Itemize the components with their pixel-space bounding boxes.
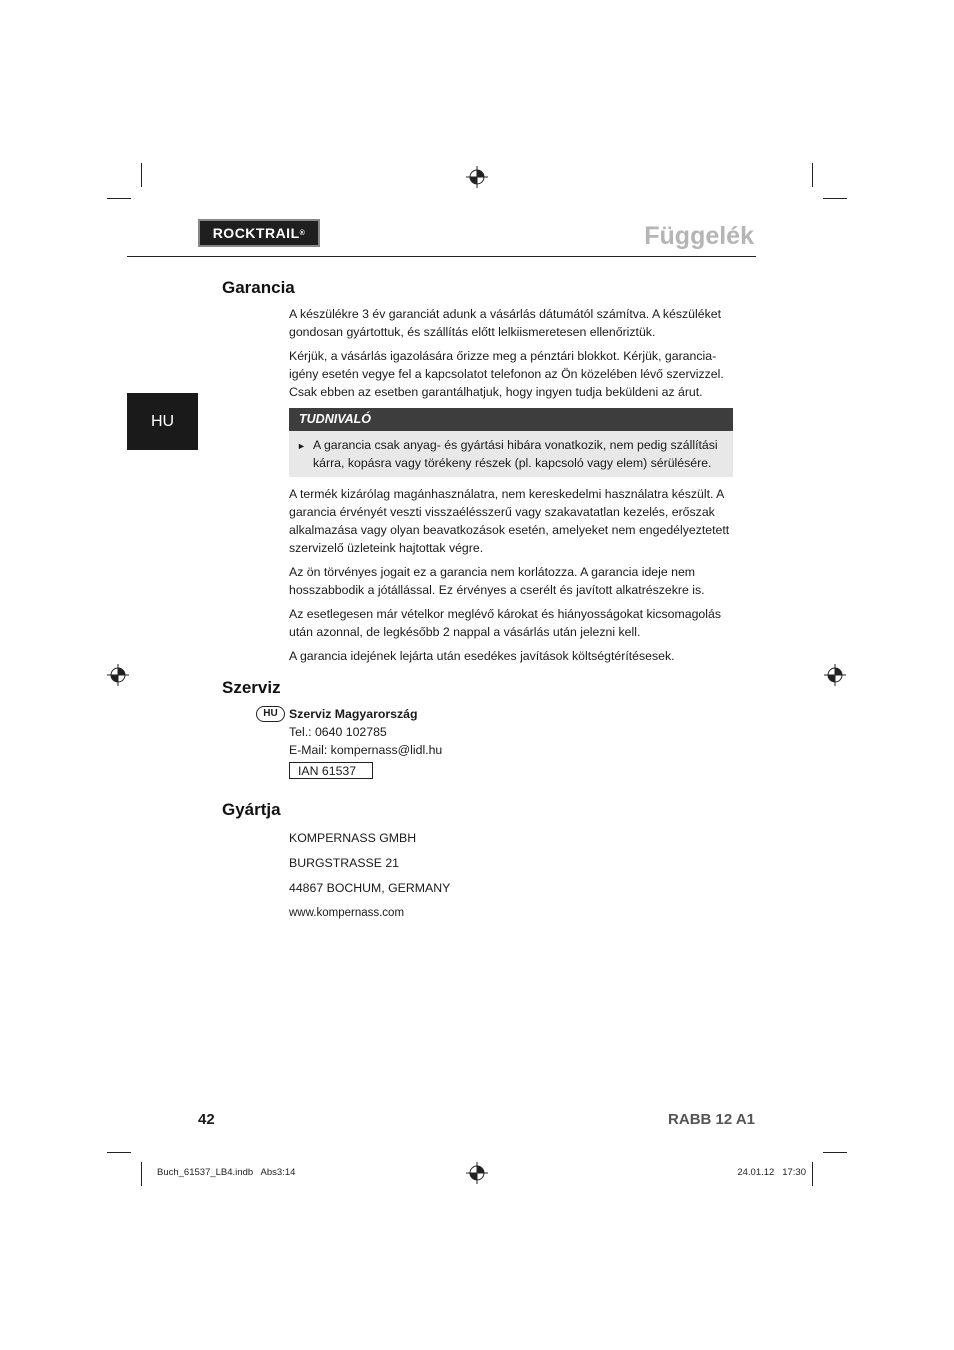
crop-mark <box>823 1152 847 1153</box>
note-body <box>289 431 733 477</box>
manufacturer-website: www.kompernass.com <box>289 907 405 919</box>
model-number: RABB 12 A1 <box>668 1111 755 1128</box>
crop-mark <box>823 198 847 199</box>
crop-mark <box>141 163 142 187</box>
address-line: BURGSTRASSE 21 <box>289 856 400 870</box>
garancia-intro <box>289 305 734 407</box>
paragraph: A garancia idejének lejárta után esedékes javítások költségtérítésesek. <box>289 649 675 663</box>
paragraph: Kérjük, a vásárlás igazolására őrizze meg a pénztári blokkot. Kérjük, garancia-igény esetén vegye fel a kapcsolatot telefonon az Ön közelében lévő szervizzel. Csak ebben az esetben garantálhatjuk, hogy ingyen tudja beküldeni az árut. <box>289 349 724 399</box>
country-badge: HU <box>256 706 285 722</box>
print-slug-left: Buch_61537_LB4.indb Abs3:14 <box>157 1167 296 1178</box>
service-phone: Tel.: 0640 102785 <box>289 725 387 739</box>
section-heading-gyartja: Gyártja <box>222 800 281 819</box>
crop-mark <box>107 1152 131 1153</box>
header-rule <box>127 256 756 257</box>
language-tab: HU <box>127 393 198 450</box>
registration-target-icon <box>466 166 488 188</box>
manufacturer-address <box>289 826 734 926</box>
registration-target-icon <box>466 1162 488 1184</box>
crop-mark <box>812 163 813 187</box>
note-text: A garancia csak anyag- és gyártási hibára vonatkozik, nem pedig szállítási kárra, kopásra vagy törékeny részek (pl. kapcsoló vagy elem) sérülésére. <box>313 438 718 470</box>
note-box <box>289 408 733 477</box>
page-title: Függelék <box>644 222 754 250</box>
crop-mark <box>141 1162 142 1186</box>
paragraph: A termék kizárólag magánhasználatra, nem kereskedelmi használatra készült. A garancia érvényét veszti visszaélésszerű vagy szakavatatlan kezelés, erőszak alkalmazása vagy olyan beavatkozások esetén, amelyeket nem engedélyeztetett szervizelő üzleteink hajtottak végre. <box>289 487 730 555</box>
address-line: KOMPERNASS GMBH <box>289 831 417 845</box>
print-slug-right: 24.01.12 17:30 <box>737 1167 806 1178</box>
page-number: 42 <box>198 1111 215 1128</box>
section-heading-szerviz: Szerviz <box>222 678 281 697</box>
crop-mark <box>107 198 131 199</box>
paragraph: A készülékre 3 év garanciát adunk a vásárlás dátumától számítva. A készüléket gondosan gyártottuk, és szállítás előtt lelkiismeretesen ellenőriztük. <box>289 307 721 339</box>
service-name: Szerviz Magyarország <box>289 707 418 721</box>
brand-logo-text: ROCKTRAIL <box>212 225 300 241</box>
brand-logo <box>198 219 320 247</box>
address-line: 44867 BOCHUM, GERMANY <box>289 881 451 895</box>
section-heading-garancia: Garancia <box>222 278 295 297</box>
paragraph: Az esetlegesen már vételkor meglévő károkat és hiányosságokat kicsomagolás után azonnal, de legkésőbb 2 nappal a vásárlás után jelezni kell. <box>289 607 721 639</box>
brand-logo-mark: ® <box>299 229 306 237</box>
service-contact <box>289 705 734 759</box>
crop-mark <box>812 1162 813 1186</box>
registration-target-icon <box>824 664 846 686</box>
ian-box: IAN 61537 <box>289 762 373 779</box>
service-email: E-Mail: kompernass@lidl.hu <box>289 743 443 757</box>
registration-target-icon <box>107 664 129 686</box>
garancia-terms <box>289 485 734 671</box>
note-heading: TUDNIVALÓ <box>289 408 733 431</box>
triangle-bullet-icon: ► <box>297 441 306 451</box>
paragraph: Az ön törvényes jogait ez a garancia nem korlátozza. A garancia ideje nem hosszabbodik a jótállással. Ez érvényes a cserélt és javított alkatrészekre is. <box>289 565 705 597</box>
